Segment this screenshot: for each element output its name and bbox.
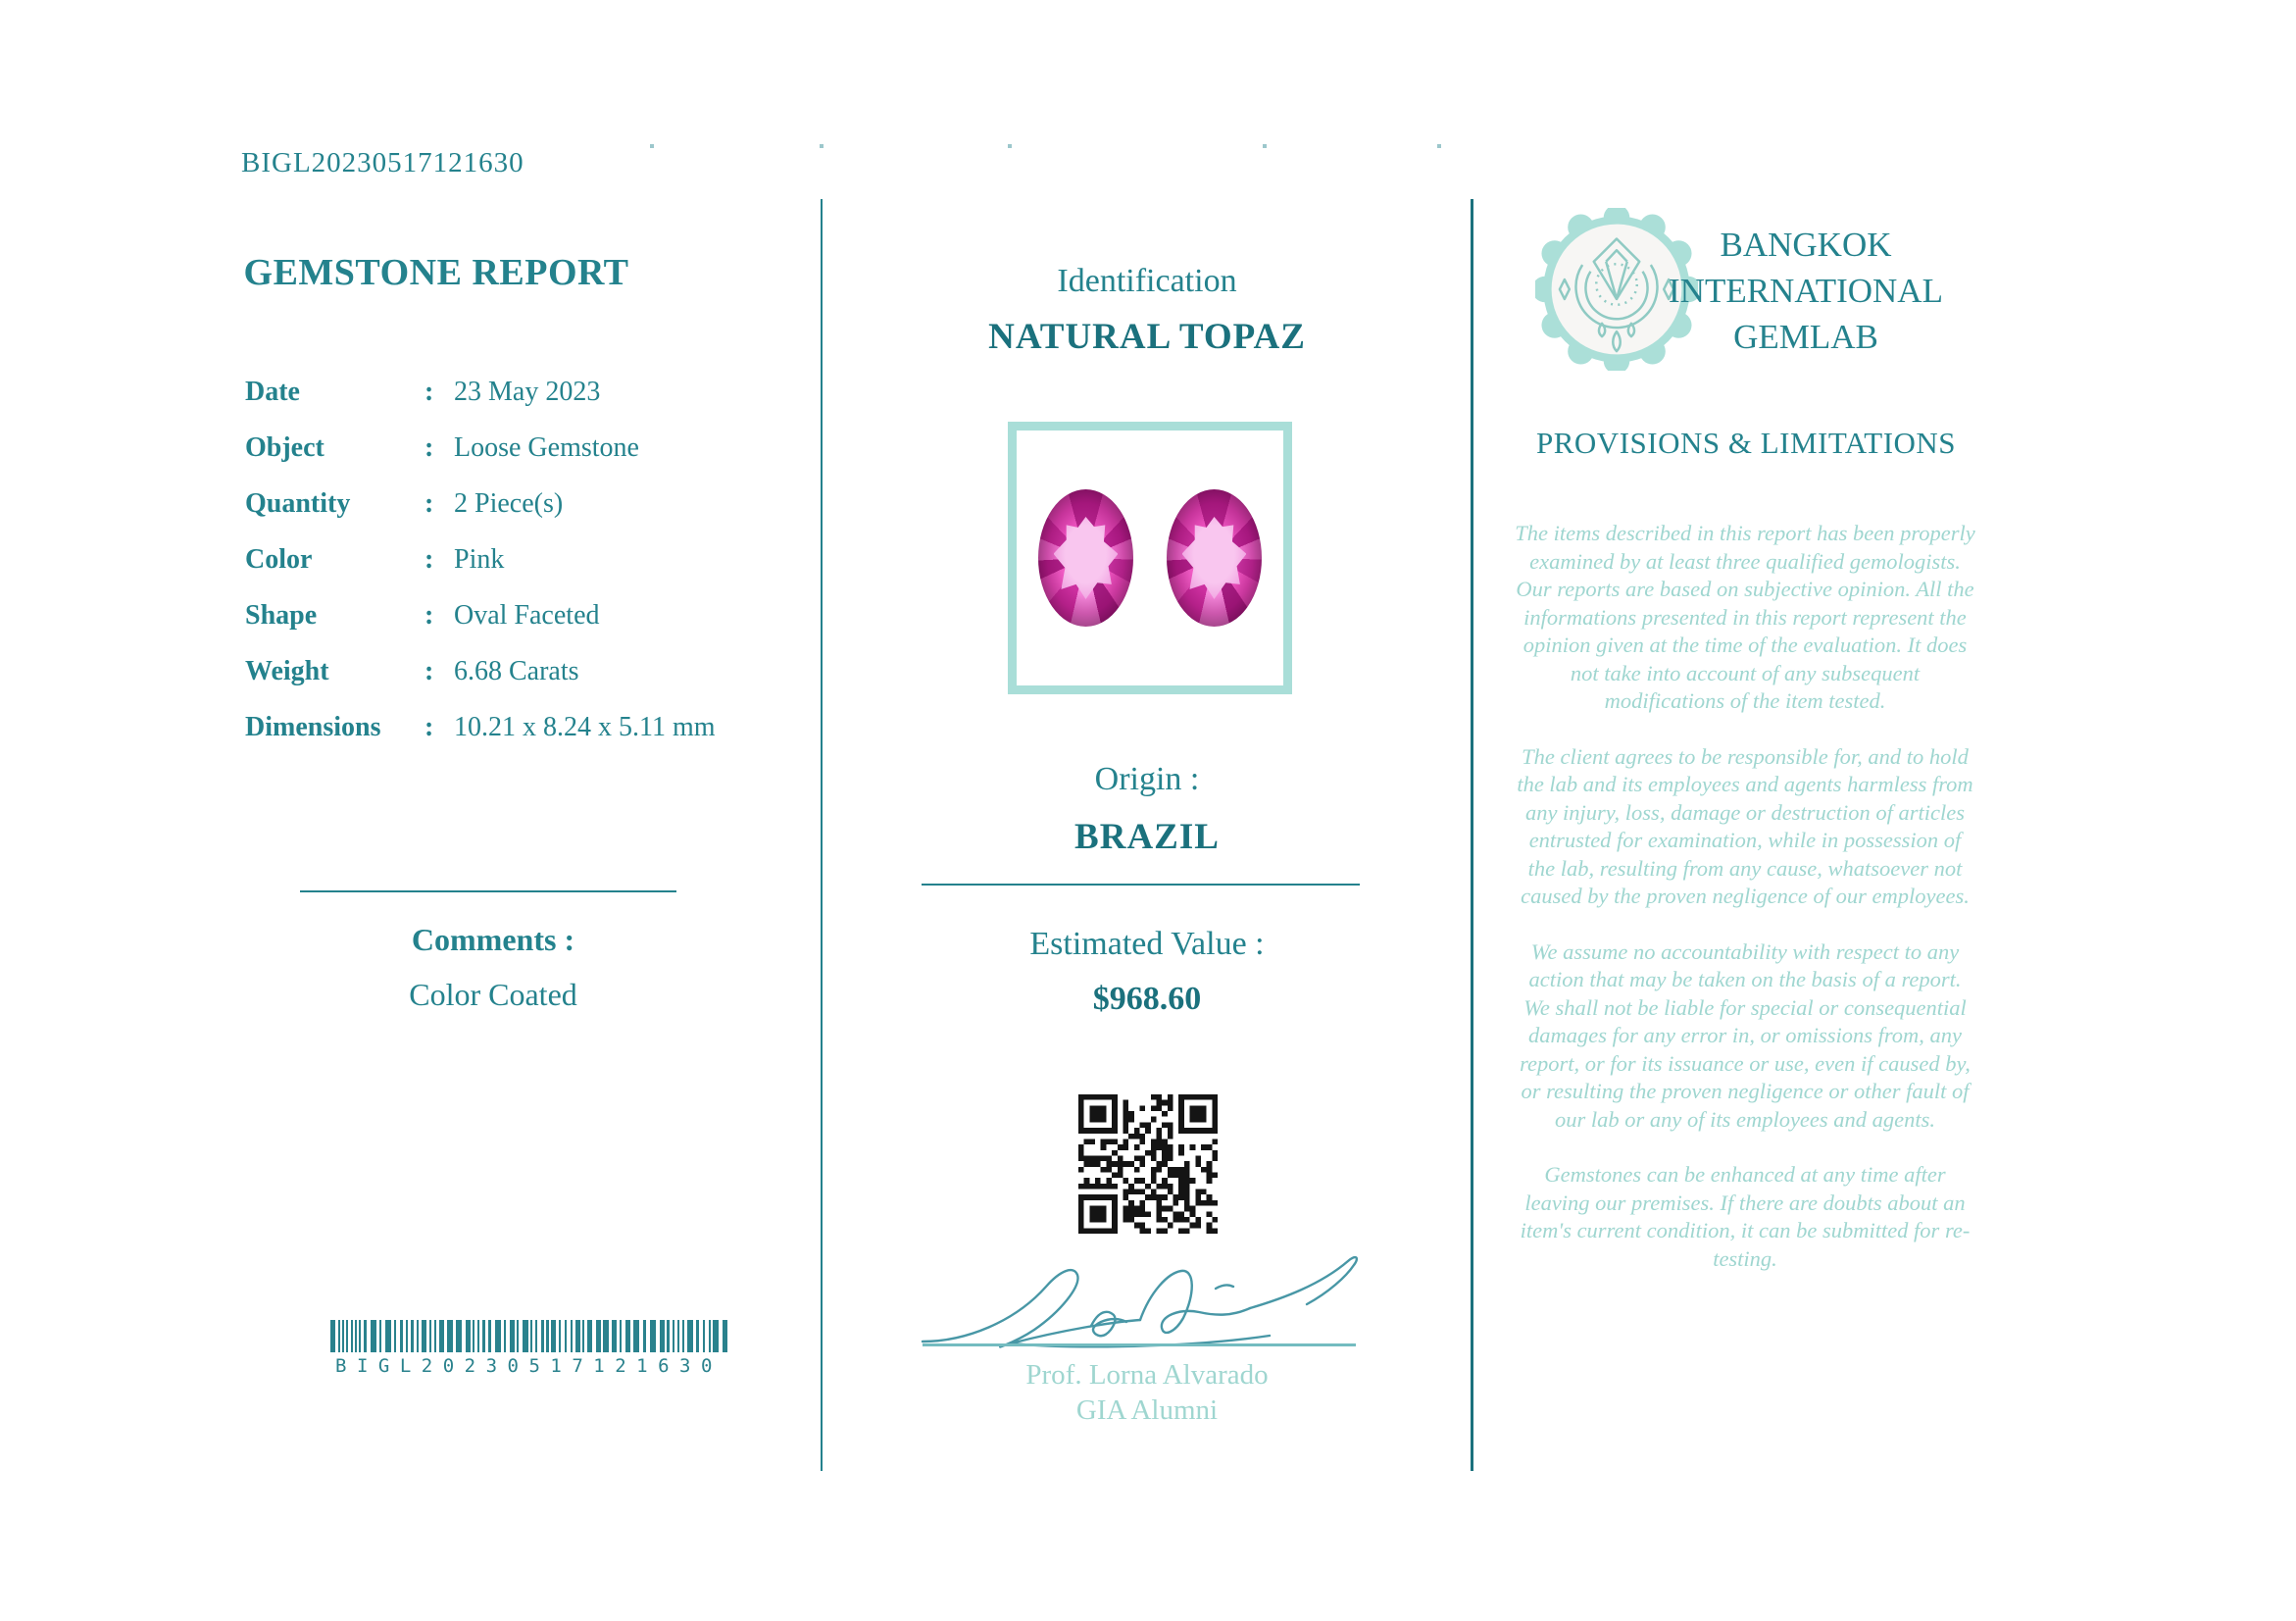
field-value: Loose Gemstone [454,432,639,463]
comments-label: Comments : [411,922,575,957]
registration-dot [1008,144,1012,148]
field-colon: : [424,377,434,407]
field-row-object [245,432,794,488]
field-colon: : [424,432,434,463]
signature-line [923,1343,1356,1346]
field-colon: : [424,656,434,686]
field-value: Pink [454,544,505,575]
report-number: BIGL20230517121630 [241,147,524,178]
provisions-paragraph: Gemstones can be enhanced at any time after leaving our premises. If there are doubts about an item's current condition, it can be submitted for re-testing. [1520,1162,1971,1271]
identification-value: NATURAL TOPAZ [988,317,1306,357]
provisions-paragraph: The items described in this report has been properly examined by at least three qualified gemologists. Our reports are based on subjective opinion. All the informations presented in this report represent the opinion given at the time of the evaluation. It does not take into account of any subsequent modifications of the item tested. [1515,521,1975,713]
gemstone-photo-right [1167,489,1262,627]
estimated-value-label: Estimated Value : [1029,926,1265,962]
field-row-quantity [245,488,794,544]
registration-dot [650,144,654,148]
gemstone-photo-left [1038,489,1133,627]
provisions-heading: PROVISIONS & LIMITATIONS [1536,426,1957,460]
registration-dot [820,144,824,148]
comments-value: Color Coated [409,977,577,1012]
origin-value: BRAZIL [1074,817,1220,857]
field-label: Object [245,432,324,463]
signatory-name: Prof. Lorna Alvarado [1025,1359,1269,1391]
field-row-dimensions [245,712,794,768]
lab-name-line: GEMLAB [1733,318,1878,356]
field-colon: : [424,488,434,519]
barcode-text: BIGL20230517121630 [335,1355,723,1377]
field-label: Quantity [245,488,351,519]
field-colon: : [424,544,434,575]
column-divider-right [1471,199,1473,1471]
registration-dot [1263,144,1267,148]
qr-code-icon [1078,1094,1218,1234]
lab-name-line: INTERNATIONAL [1669,272,1943,310]
field-row-weight [245,656,794,712]
field-row-date [245,377,794,432]
field-value: 2 Piece(s) [454,488,564,519]
column-divider-left [821,199,823,1471]
signature-image [917,1251,1368,1351]
field-value: Oval Faceted [454,600,600,631]
provisions-paragraph: We assume no accountability with respect to any action that may be taken on the basis of a report. We shall not be liable for special or consequential damages for any error in, or omissions from, any report, or for its issuance or use, even if caused by, or resulting the proven negligence or other fault of our lab or any of its employees and agents. [1520,938,1971,1132]
field-row-color [245,544,794,600]
barcode-bars [330,1320,738,1352]
origin-label: Origin : [1094,761,1200,797]
field-label: Weight [245,656,329,686]
field-label: Dimensions [245,712,381,742]
field-label: Color [245,544,313,575]
comments-divider [300,890,676,892]
field-value: 6.68 Carats [454,656,579,686]
provisions-text [1515,520,1975,1300]
barcode [330,1320,738,1377]
field-colon: : [424,600,434,631]
field-label: Shape [245,600,318,631]
gemstone-photo-frame [1008,422,1292,694]
registration-dot [1437,144,1441,148]
field-value: 10.21 x 8.24 x 5.11 mm [454,712,716,742]
field-value: 23 May 2023 [454,377,601,407]
identification-heading: Identification [1057,263,1237,299]
report-title: GEMSTONE REPORT [243,252,629,293]
lab-name-line: BANGKOK [1720,226,1892,264]
field-row-shape [245,600,794,656]
lab-name [1659,222,1953,360]
field-label: Date [245,377,300,407]
report-fields [245,377,794,768]
field-colon: : [424,712,434,742]
signatory-title: GIA Alumni [1075,1394,1219,1426]
estimated-value: $968.60 [1092,981,1202,1017]
middle-divider [922,884,1360,886]
provisions-paragraph: The client agrees to be responsible for, and to hold the lab and its employees and agents harmless from any injury, loss, damage or destruction of articles entrusted for examination, while in possession of the lab, resulting from any cause, whatsoever not caused by the proven negligence of our employees. [1517,743,1973,908]
